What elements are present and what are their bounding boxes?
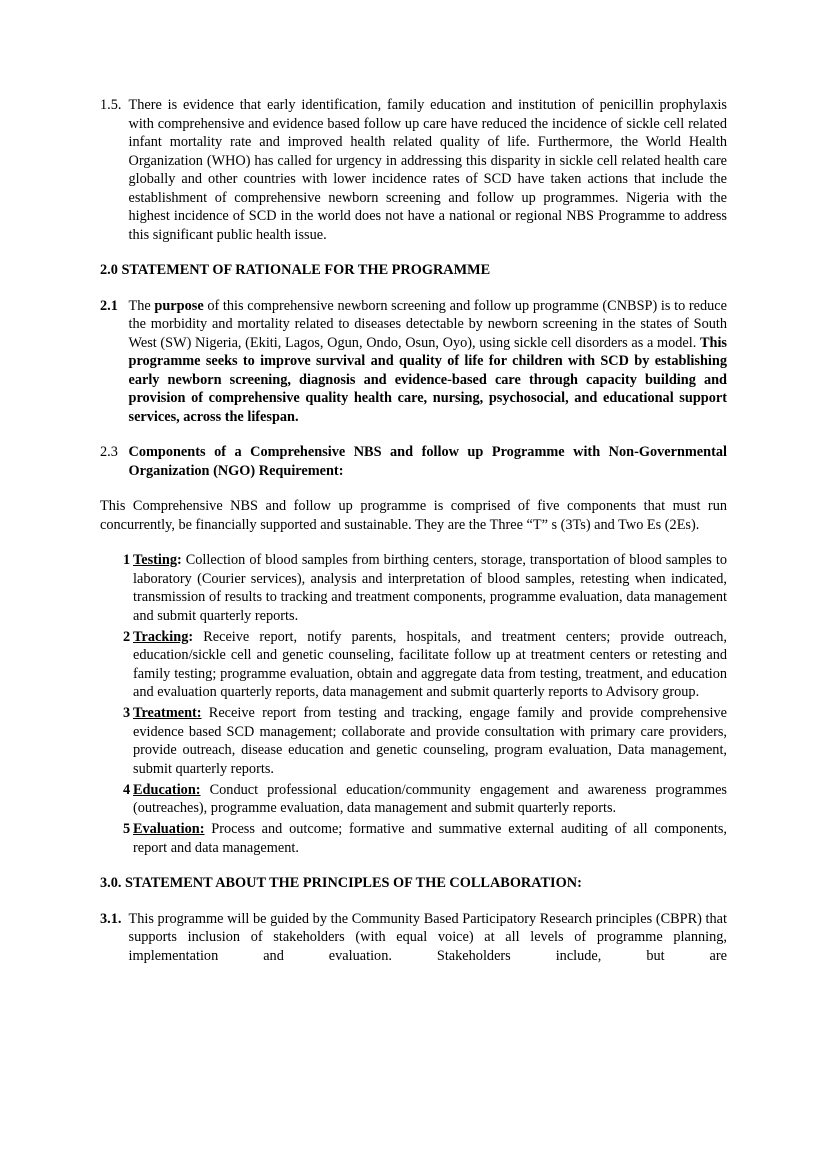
text-run: purpose	[154, 297, 204, 314]
text-run: 2.0 STATEMENT OF RATIONALE FOR THE PROGRAMME	[100, 262, 491, 278]
section-number: 2.1	[100, 297, 118, 314]
list-item-number: 2	[123, 628, 131, 645]
section-number: 2.3	[100, 444, 118, 460]
text-run: Evaluation:	[133, 821, 205, 837]
heading-2-0	[100, 261, 727, 280]
list-item-number: 5	[123, 821, 131, 837]
components-list	[100, 551, 727, 857]
text-run: Process and outcome; formative and summative external auditing of all components, report and data management.	[133, 821, 727, 856]
text-run: Conduct professional education/community engagement and awareness programmes (outreaches), programme evaluation, data management and submit quarterly reports.	[133, 781, 727, 816]
paragraph-3-1	[100, 910, 727, 966]
paragraph-2-1	[100, 297, 727, 427]
text-run: :	[188, 628, 204, 645]
heading-3-0	[100, 874, 727, 893]
text-run: The	[128, 297, 155, 314]
section-number: 3.1.	[100, 910, 122, 927]
text-run: Collection of blood samples from birthing centers, storage, transportation of blood samples to laboratory (Courier services), analysis and interpretation of blood samples, retesting when indicated, transmission of results to tracking and treatment components, programme evaluation, data management and submit quarterly reports.	[133, 552, 727, 624]
text-run: of this comprehensive newborn screening and follow up programme (CNBSP) is to reduce the morbidity and mortality related to diseases detectable by newborn screening in the states of South West (SW) Nigeria, (Ekiti, Lagos, Ogun, Ondo, Osun, Oyo), using sickle cell disorders as a model.	[128, 297, 727, 351]
paragraph-1-5	[100, 96, 727, 244]
text-run: Education:	[133, 781, 201, 798]
text-run: This Comprehensive NBS and follow up programme is comprised of five components that must run concurrently, be financially supported and sustainable. They are the Three “T” s (3Ts) and Two Es (2Es).	[100, 498, 727, 533]
text-run: Tracking	[133, 628, 189, 645]
text-run: Treatment:	[133, 705, 202, 721]
text-run: There is evidence that early identification, family education and institution of penicillin prophylaxis with comprehensive and evidence based follow up care have reduced the incidence of sickle cell related infant mortality rate and improved health related quality of life. Furthermore, the World Health Organization (WHO) has called for urgency in addressing this disparity in sickle cell related health care globally and other countries with lower incidence rates of SCD have taken actions that include the establishment of comprehensive newborn screening and follow up programmes. Nigeria with the highest incidence of SCD in the world does not have a national or regional NBS Programme to address this significant public health issue.	[128, 97, 727, 243]
list-item-number: 3	[123, 705, 131, 721]
list-item-treatment	[100, 704, 727, 778]
list-item-evaluation	[100, 820, 727, 857]
list-item-education	[100, 781, 727, 818]
text-run: This programme seeks to improve survival and quality of life for children with SCD by establishing early newborn screening, diagnosis and evidence-based care through capacity building and provision of comprehensive quality health care, nursing, psychosocial, and educational support services, across the lifespan.	[128, 334, 727, 425]
text-run: Receive report from testing and tracking, engage family and provide comprehensive evidence based SCD management; collaborate and provide consultation with primary care providers, provide outreach, disease education and genetic counseling, program evaluation, Data management, submit quarterly reports.	[133, 705, 727, 777]
text-run: :	[176, 552, 186, 568]
list-item-tracking	[100, 628, 727, 702]
list-item-number: 1	[123, 552, 131, 568]
text-run: 3.0. STATEMENT ABOUT THE PRINCIPLES OF THE COLLABORATION:	[100, 875, 582, 891]
section-number: 1.5.	[100, 97, 122, 113]
text-run: Components of a Comprehensive NBS and follow up Programme with Non-Governmental Organization (NGO) Requirement:	[128, 444, 727, 479]
heading-2-3	[100, 443, 727, 480]
list-item-testing	[100, 551, 727, 625]
text-run: This programme will be guided by the Community Based Participatory Research principles (CBPR) that supports inclusion of stakeholders (with equal voice) at all levels of programme planning, implementation and evaluation. Stakeholders include, but are	[128, 910, 727, 964]
paragraph-components-intro	[100, 497, 727, 534]
text-run: Receive report, notify parents, hospitals, and treatment centers; provide outreach, education/sickle cell and genetic counseling, facilitate follow up at treatment centers or retesting and family testing; programme evaluation, obtain and aggregate data from testing, treatment, and education and evaluation quarterly reports, data management and submit quarterly reports to Advisory group.	[133, 628, 727, 700]
text-run: Testing	[133, 552, 177, 568]
list-item-number: 4	[123, 781, 131, 798]
